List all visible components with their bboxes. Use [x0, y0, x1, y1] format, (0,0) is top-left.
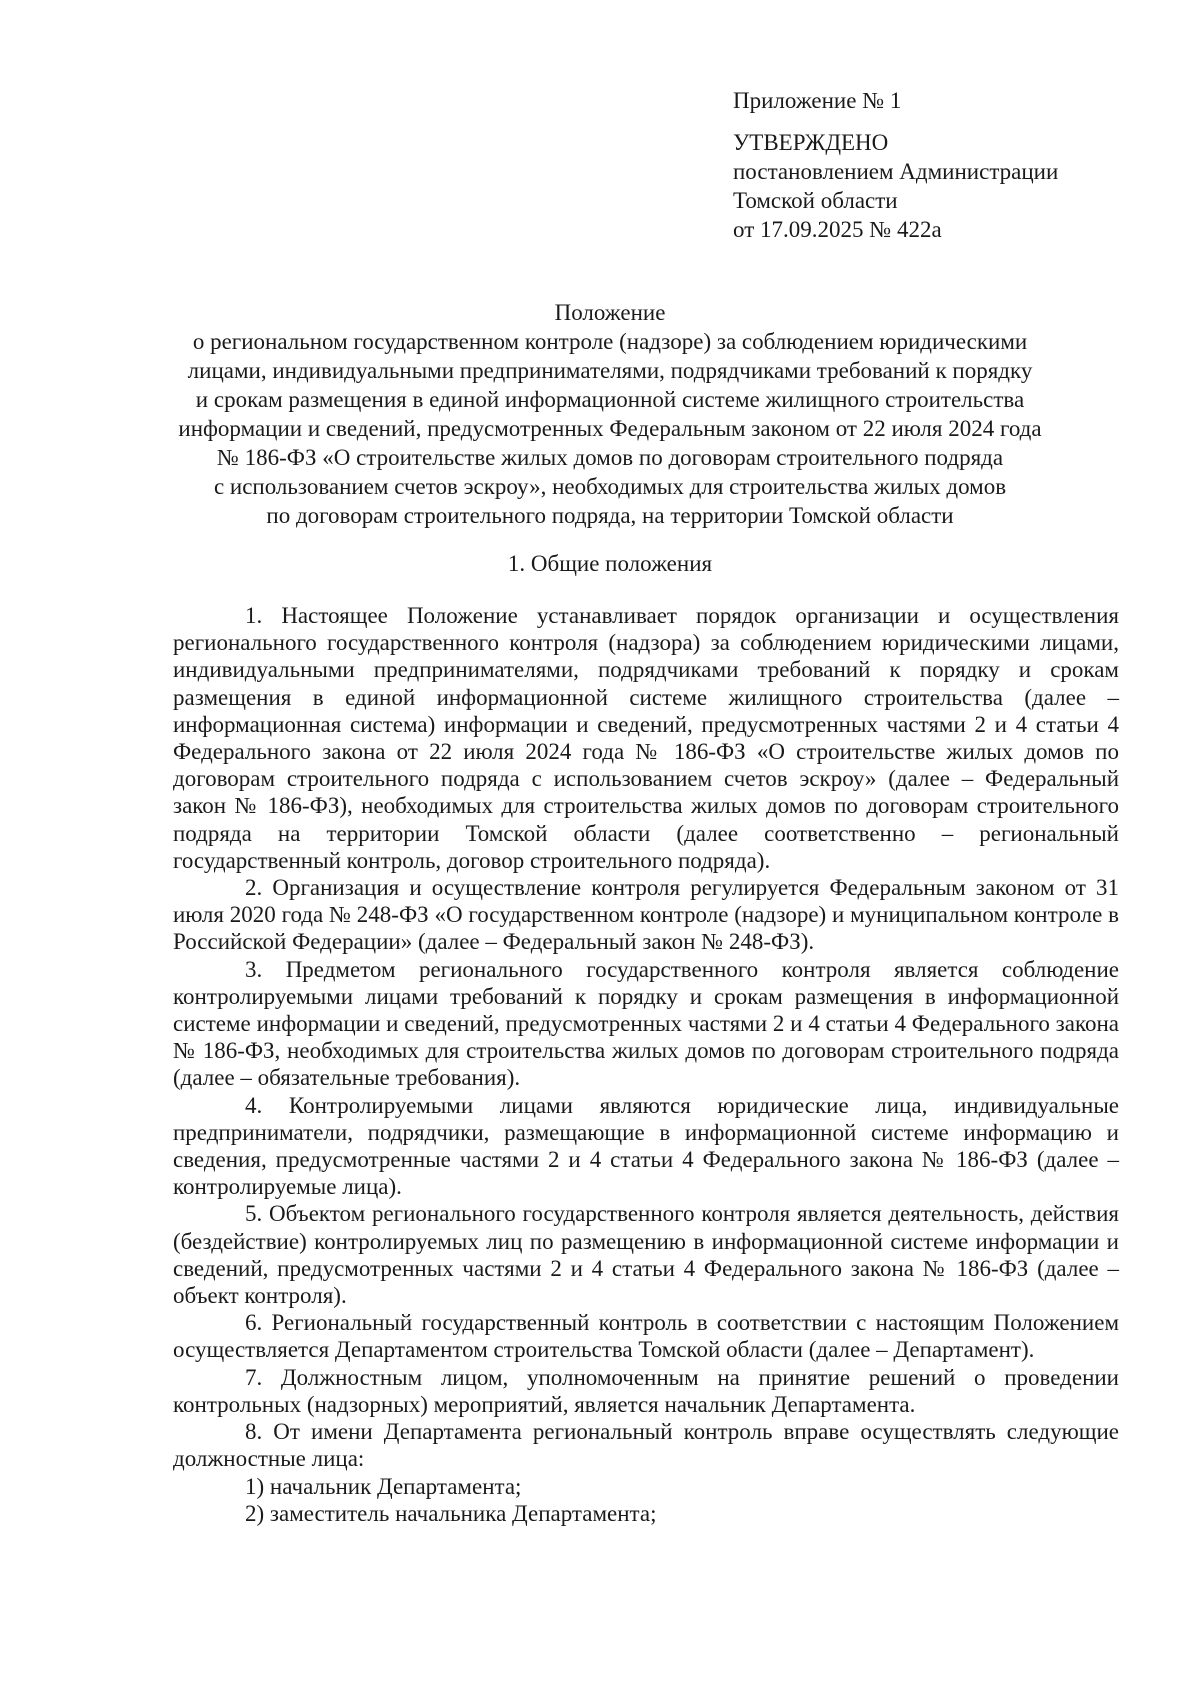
approval-date-number: от 17.09.2025 № 422а: [733, 217, 942, 242]
paragraph: 5. Объектом регионального государственного контроля является деятельность, действия (бездействие) контролируемых лиц по размещению в информационной системе информации и сведений, предусмотренных частями 2 и 4 статьи 4 Федерального закона № 186-ФЗ (далее – объект контроля).: [173, 1201, 1119, 1309]
title-line: с использованием счетов эскроу», необходимых для строительства жилых домов: [213, 474, 1007, 499]
approval-line: постановлением Администрации: [733, 159, 1059, 184]
section-heading: 1. Общие положения: [507, 551, 713, 576]
paragraph: 2. Организация и осуществление контроля регулируется Федеральным законом от 31 июля 2020 года № 248-ФЗ «О государственном контроле (надзоре) и муниципальном контроле в Российской Федерации» (далее – Федеральный закон № 248-ФЗ).: [173, 875, 1119, 955]
title-line: и срокам размещения в единой информационной системе жилищного строительства: [195, 387, 1025, 412]
paragraph: 3. Предметом регионального государственного контроля является соблюдение контролируемыми лицами требований к порядку и срокам размещения в информационной системе информации и сведений, предусмотренных частями 2 и 4 статьи 4 Федерального закона № 186-ФЗ, необходимых для строительства жилых домов по договорам строительного подряда (далее – обязательные требования).: [173, 956, 1119, 1091]
title-line: информации и сведений, предусмотренных Федеральным законом от 22 июля 2024 года: [178, 416, 1042, 441]
paragraph: 4. Контролируемыми лицами являются юридические лица, индивидуальные предприниматели, подрядчики, размещающие в информационной системе информацию и сведения, предусмотренные частями 2 и 4 статьи 4 Федерального закона № 186-ФЗ (далее – контролируемые лица).: [173, 1092, 1119, 1200]
paragraph: 7. Должностным лицом, уполномоченным на принятие решений о проведении контрольных (надзорных) мероприятий, является начальник Департамента.: [173, 1364, 1119, 1417]
document-body: [173, 602, 1119, 1527]
document-title: [150, 298, 1070, 530]
paragraph: 1. Настоящее Положение устанавливает порядок организации и осуществления регионального государственного контроля (надзора) за соблюдением юридическими лицами, индивидуальными предпринимателями, подрядчиками требований к порядку и срокам размещения в единой информационной системе жилищного строительства (далее – информационная система) информации и сведений, предусмотренных частями 2 и 4 статьи 4 Федерального закона от 22 июля 2024 года № 186-ФЗ «О строительстве жилых домов по договорам строительного подряда с использованием счетов эскроу» (далее – Федеральный закон № 186-ФЗ), необходимых для строительства жилых домов по договорам строительного подряда на территории Томской области (далее соответственно – региональный государственный контроль, договор строительного подряда).: [173, 603, 1119, 873]
title-line: о региональном государственном контроле (надзоре) за соблюдением юридическими: [192, 329, 1028, 354]
paragraph: 8. От имени Департамента региональный контроль вправе осуществлять следующие должностные лица:: [173, 1419, 1119, 1472]
approval-line: Томской области: [733, 188, 898, 213]
list-item: 2) заместитель начальника Департамента;: [245, 1500, 657, 1526]
appendix-number: Приложение № 1: [733, 88, 902, 113]
list-item: 1) начальник Департамента;: [245, 1473, 522, 1499]
approval-block: [733, 86, 1153, 244]
title-line: № 186-ФЗ «О строительстве жилых домов по договорам строительного подряда: [216, 445, 1004, 470]
paragraph: 6. Региональный государственный контроль в соответствии с настоящим Положением осуществляется Департаментом строительства Томской области (далее – Департамент).: [173, 1310, 1119, 1363]
approved-stamp-text: УТВЕРЖДЕНО: [733, 130, 889, 155]
title-line: по договорам строительного подряда, на территории Томской области: [266, 503, 954, 528]
title-line: лицами, индивидуальными предпринимателями, подрядчиками требований к порядку: [187, 358, 1033, 383]
title-heading: Положение: [554, 300, 666, 325]
